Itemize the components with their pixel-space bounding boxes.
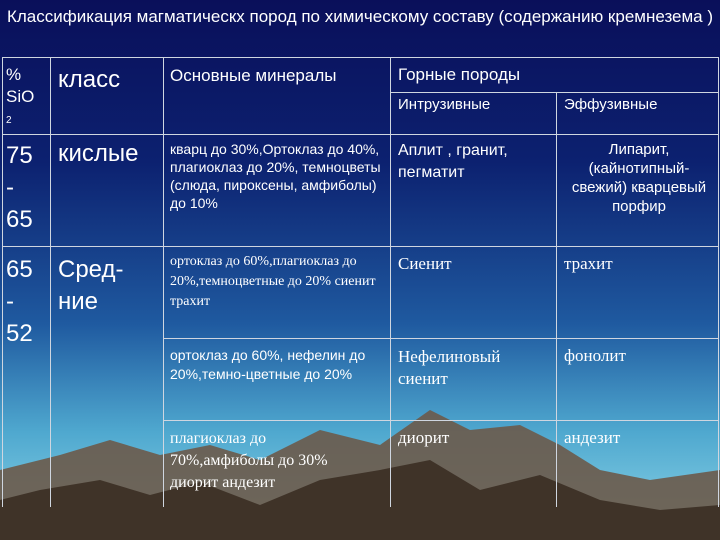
- range-end: 52: [6, 320, 33, 347]
- row2-class-line2: ние: [58, 288, 99, 315]
- effusive-header: Эффузивные: [564, 96, 658, 113]
- row2-range: [6, 254, 33, 350]
- row1-range: [6, 140, 33, 236]
- rocks-subheader-divider: [390, 92, 718, 93]
- row-divider-1: [2, 246, 718, 247]
- percent-sign: %: [6, 65, 22, 84]
- subrow-divider-1: [163, 338, 718, 339]
- subrow3-effusive: андезит: [564, 428, 621, 447]
- subrow1-effusive: трахит: [564, 254, 613, 273]
- row2-class: [58, 254, 124, 318]
- table-border-left: [2, 57, 3, 507]
- subrow-divider-2: [163, 420, 718, 421]
- subrow1-minerals: ортоклаз до 60%,плагиоклаз до 20%,темноцветные до 20% сиенит трахит: [170, 254, 376, 309]
- col-divider-class: [163, 57, 164, 507]
- class-header: класс: [58, 66, 121, 93]
- row1-intrusive: Аплит , гранит, пегматит: [398, 142, 508, 181]
- rocks-header: Горные породы: [398, 65, 521, 84]
- subrow3-minerals: плагиоклаз до 70%,амфиболы до 30% диорит андезит: [170, 430, 328, 491]
- subrow2-effusive: фонолит: [564, 346, 626, 365]
- row1-class: кислые: [58, 140, 139, 167]
- sio2-header: [6, 64, 34, 128]
- row2-class-line1: Сред-: [58, 256, 124, 283]
- col-divider-intrusive: [556, 92, 557, 507]
- minerals-header: Основные минералы: [170, 66, 337, 85]
- page-title: Классификация магматическх пород по химическому составу (содержанию кремнезема ): [6, 7, 714, 26]
- row1-effusive: Липарит, (кайнотипный-свежий) кварцевый порфир: [571, 141, 707, 215]
- header-divider: [2, 134, 718, 135]
- sio2-label: SiO: [6, 87, 35, 106]
- col-divider-range: [50, 57, 51, 507]
- range-dash: -: [6, 288, 14, 315]
- subrow2-intrusive: Нефелиновый сиенит: [398, 347, 501, 388]
- row1-minerals: кварц до 30%,Ортоклаз до 40%, плагиоклаз до 20%, темноцветы (слюда, пироксены, амфиболы) до 10%: [170, 141, 381, 211]
- intrusive-header: Интрузивные: [398, 96, 491, 113]
- sio2-subscript: 2: [6, 115, 12, 126]
- range-dash: -: [6, 174, 14, 201]
- range-start: 75: [6, 142, 33, 169]
- subrow3-intrusive: диорит: [398, 428, 450, 447]
- table-border-right: [718, 57, 719, 507]
- range-end: 65: [6, 206, 33, 233]
- range-start: 65: [6, 256, 33, 283]
- subrow2-minerals: ортоклаз до 60%, нефелин до 20%,темно-цветные до 20%: [170, 347, 366, 382]
- table-border-top: [2, 57, 718, 58]
- col-divider-minerals: [390, 57, 391, 507]
- subrow1-intrusive: Сиенит: [398, 254, 452, 273]
